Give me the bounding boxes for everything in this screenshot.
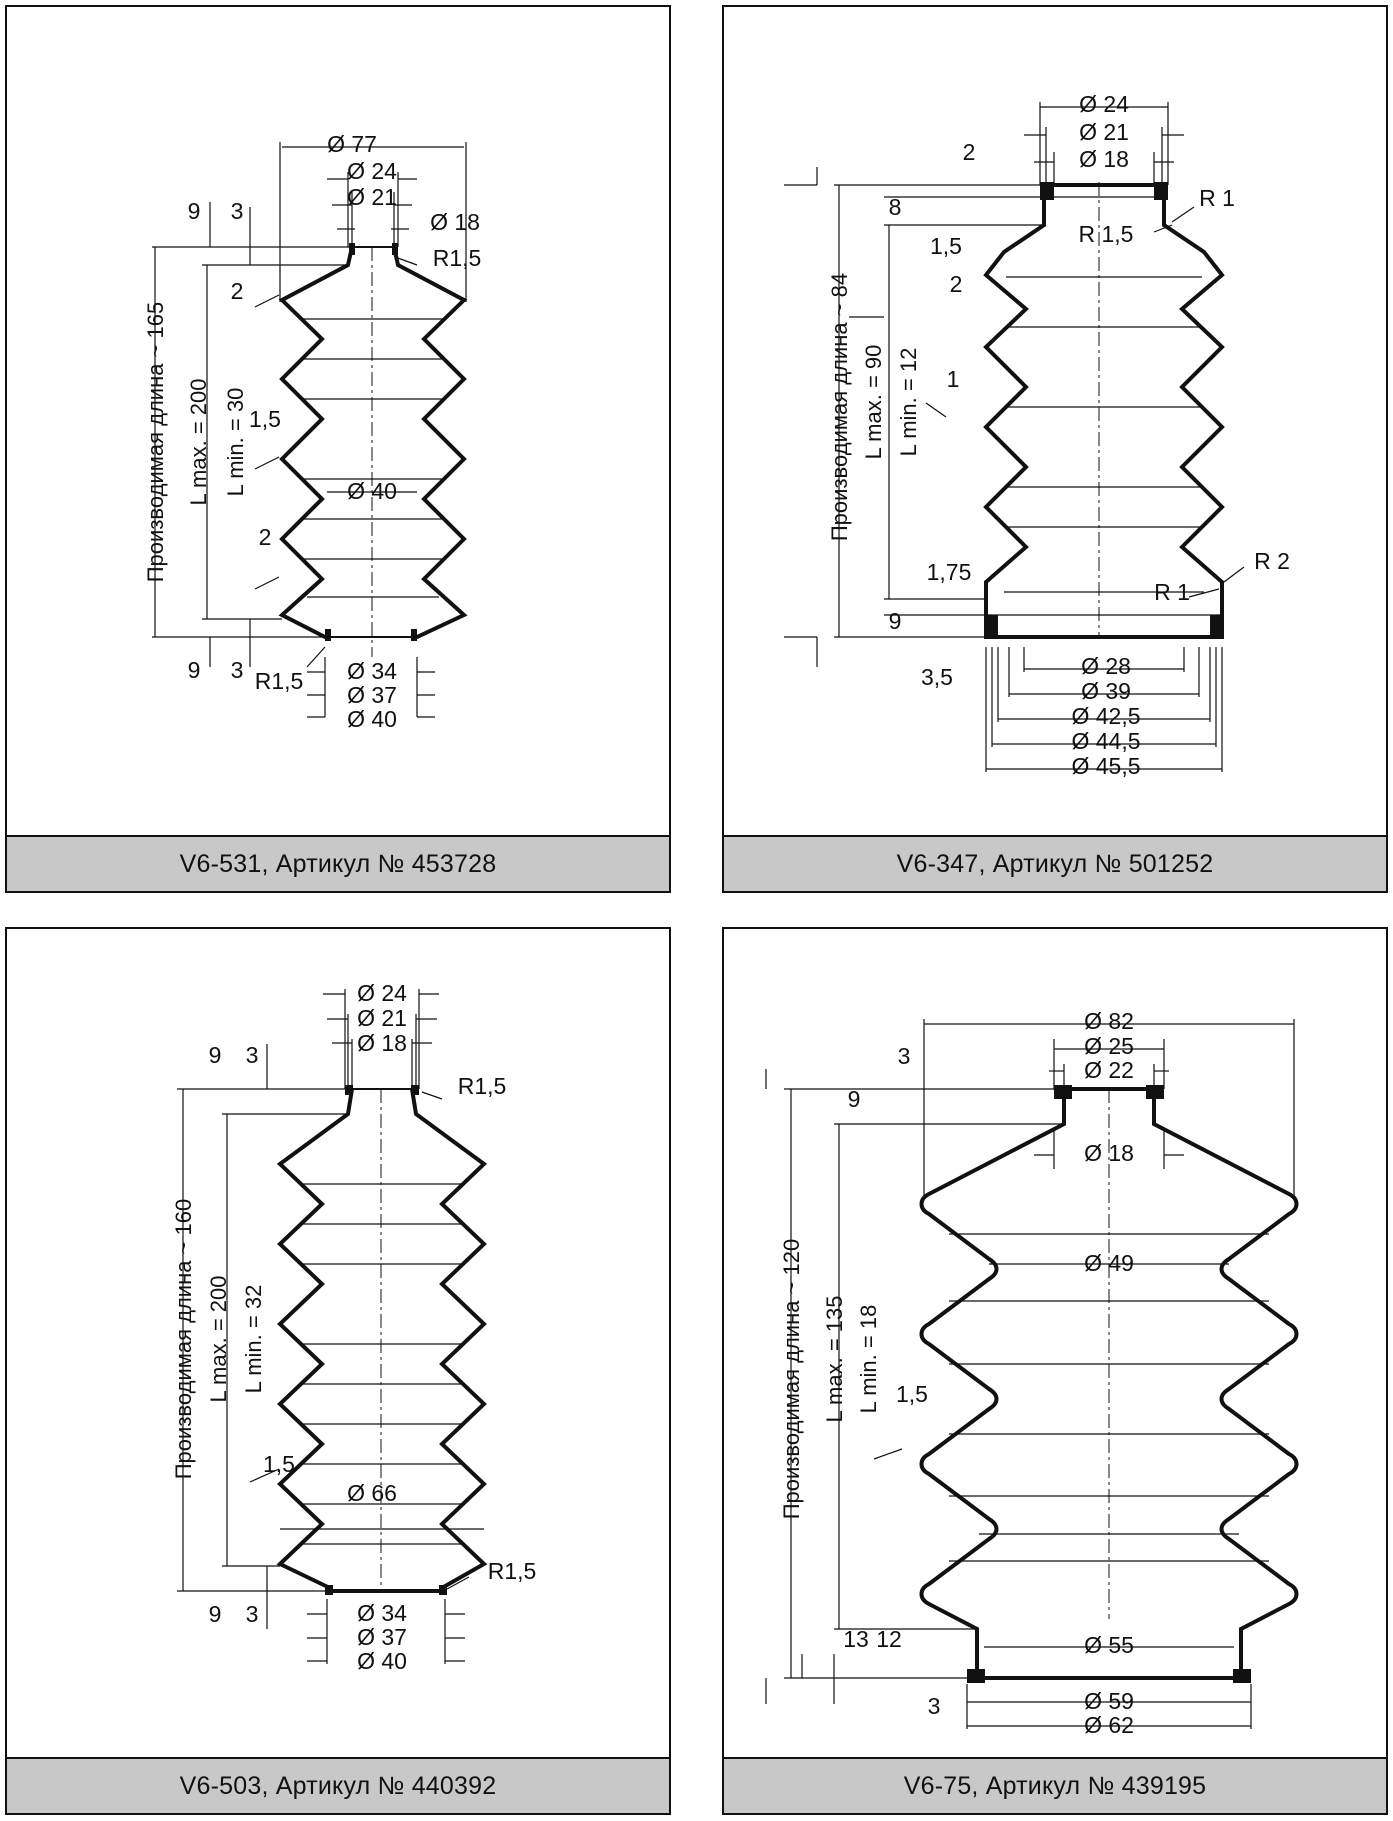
dim-d24: Ø 24 (1079, 91, 1129, 117)
dim-d24: Ø 24 (357, 980, 407, 1006)
dim-d18: Ø 18 (1084, 1140, 1134, 1166)
dim-production-length: Производимая длина ~ 160 (171, 1198, 196, 1480)
dim-lmin: L min. = 12 (896, 347, 921, 457)
dim-bottom-9: 9 (187, 657, 201, 683)
dim-bottom-9: 9 (888, 608, 902, 634)
dim-bottom-3: 3 (927, 1693, 941, 1719)
dim-d455: Ø 45,5 (1071, 753, 1141, 779)
dim-top-9: 9 (208, 1042, 222, 1068)
dim-d22: Ø 22 (1084, 1057, 1134, 1083)
bellows-drawing-v6-347 (724, 7, 1386, 837)
dim-outer-diameter: Ø 77 (327, 131, 377, 157)
dim-bottom-3: 3 (230, 657, 244, 683)
dim-d445: Ø 44,5 (1071, 728, 1141, 754)
dim-lmax: L max. = 135 (822, 1295, 847, 1423)
dim-top-9: 9 (187, 198, 201, 224)
dim-d18: Ø 18 (430, 209, 480, 235)
dim-d37: Ø 37 (357, 1624, 407, 1650)
dim-wall-15: 1,5 (249, 406, 281, 432)
dim-d59: Ø 59 (1084, 1688, 1134, 1714)
dim-d18: Ø 18 (357, 1030, 407, 1056)
dim-inner-diameter: Ø 66 (347, 1480, 397, 1506)
dim-radius-2: R 2 (1254, 548, 1290, 574)
dim-wall-15: 1,5 (930, 233, 962, 259)
dim-lmin: L min. = 30 (223, 387, 248, 497)
dim-d25: Ø 25 (1084, 1033, 1134, 1059)
dim-wall-175: 1,75 (926, 559, 972, 585)
dim-wall-1: 1 (946, 366, 960, 392)
dim-radius-top: R1,5 (432, 245, 482, 271)
dim-bottom-9: 9 (208, 1601, 222, 1627)
dim-inner-diameter: Ø 40 (347, 478, 397, 504)
dim-d21: Ø 21 (357, 1005, 407, 1031)
dim-top-8: 8 (888, 194, 902, 220)
panel-caption: V6-531, Артикул № 453728 (7, 835, 669, 891)
panel-v6-531 (5, 5, 671, 893)
dim-d34: Ø 34 (357, 1600, 407, 1626)
panel-v6-347 (722, 5, 1388, 893)
dim-radius-top: R1,5 (457, 1073, 507, 1099)
dim-d21: Ø 21 (1079, 119, 1129, 145)
dim-radius-1-bottom: R 1 (1154, 579, 1190, 605)
dim-lmax: L max. = 200 (186, 378, 211, 506)
dim-bottom-35: 3,5 (921, 664, 953, 690)
panel-v6-75 (722, 927, 1388, 1815)
dim-outer-diameter: Ø 82 (1084, 1008, 1134, 1034)
dim-lmin: L min. = 18 (856, 1304, 881, 1414)
dim-d39: Ø 39 (1081, 678, 1131, 704)
dim-production-length: Производимая длина ~ 120 (779, 1238, 804, 1520)
dim-bottom-3: 3 (245, 1601, 259, 1627)
dim-d28: Ø 28 (1081, 653, 1131, 679)
dim-production-length: Производимая длина ~ 84 (827, 272, 852, 542)
panel-caption: V6-503, Артикул № 440392 (7, 1757, 669, 1813)
dim-d40: Ø 40 (347, 706, 397, 732)
dim-wall-2: 2 (949, 271, 963, 297)
dim-inner-diameter: Ø 49 (1084, 1250, 1134, 1276)
panel-caption: V6-347, Артикул № 501252 (724, 835, 1386, 891)
dim-radius-15: R 1,5 (1078, 221, 1134, 247)
dim-wall-15: 1,5 (263, 1451, 295, 1477)
dim-d24: Ø 24 (347, 158, 397, 184)
dim-d34: Ø 34 (347, 658, 397, 684)
dim-top-2: 2 (962, 139, 976, 165)
dim-wall-2a: 2 (230, 278, 244, 304)
dim-top-3: 3 (245, 1042, 259, 1068)
dim-bottom-12: 12 (876, 1626, 902, 1652)
bellows-drawing-v6-503 (7, 929, 669, 1759)
dim-wall-15: 1,5 (896, 1381, 928, 1407)
dim-lmax: L max. = 90 (861, 344, 886, 460)
dim-lmax: L max. = 200 (206, 1275, 231, 1403)
panel-v6-503 (5, 927, 671, 1815)
dim-d37: Ø 37 (347, 682, 397, 708)
dim-lmin: L min. = 32 (241, 1284, 266, 1394)
dim-top-3: 3 (897, 1043, 911, 1069)
panel-caption: V6-75, Артикул № 439195 (724, 1757, 1386, 1813)
dim-d425: Ø 42,5 (1071, 703, 1141, 729)
dim-radius-bottom: R1,5 (487, 1558, 537, 1584)
dim-production-length: Производимая длина ~ 165 (143, 301, 168, 583)
dim-d18: Ø 18 (1079, 146, 1129, 172)
dim-d40: Ø 40 (357, 1648, 407, 1674)
bellows-drawing-v6-531 (7, 7, 669, 837)
dim-wall-2b: 2 (258, 524, 272, 550)
dim-d62: Ø 62 (1084, 1712, 1134, 1738)
bellows-drawing-v6-75 (724, 929, 1386, 1759)
dim-radius-1-top: R 1 (1199, 185, 1235, 211)
dim-radius-bottom: R1,5 (254, 668, 304, 694)
dim-top-9: 9 (847, 1086, 861, 1112)
dim-d21: Ø 21 (347, 184, 397, 210)
dim-d55: Ø 55 (1084, 1632, 1134, 1658)
dim-top-3: 3 (230, 198, 244, 224)
dim-bottom-13: 13 (843, 1626, 869, 1652)
